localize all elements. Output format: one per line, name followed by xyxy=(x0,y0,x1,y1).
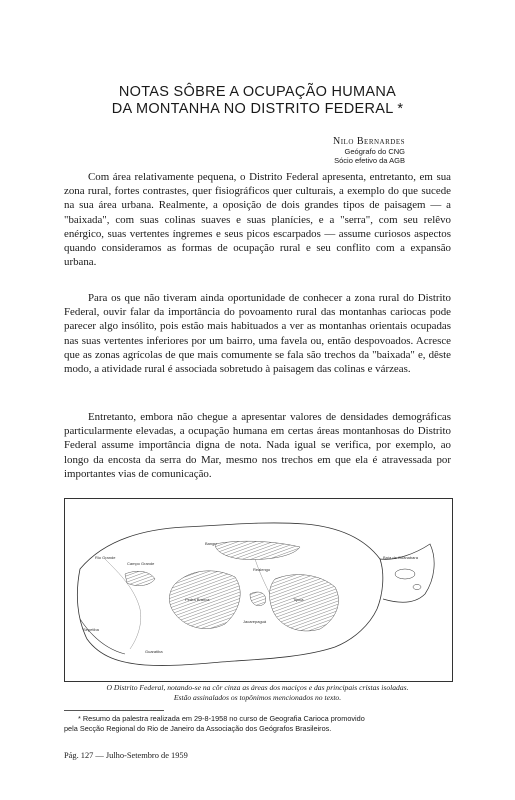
article-title xyxy=(70,84,445,118)
map-label: Campo Grande xyxy=(127,561,155,566)
paragraph-text: Com área relativamente pequena, o Distrito Federal apresenta, entretanto, em sua zona rural, fortes contrastes, quer fisiográficos quer culturais, a exemplo do que sucede na sua área urbana. Realmente, a oposição de dois grandes tipos de paisagem — a "baixada", com suas colinas suaves e suas planícies, e a "serra", com seu relêvo enérgico, suas vertentes íngremes e seus picos escarpados — assume curiosos aspectos quando consideramos as formas de ocupação rural e seu conflito com a expansão urbana. xyxy=(64,171,451,269)
map-label: Tijuca xyxy=(293,597,304,602)
map-drawing xyxy=(65,499,452,681)
footnote xyxy=(64,714,451,733)
author-block xyxy=(333,136,405,165)
crest-isolated-2 xyxy=(250,592,266,606)
map-label: Sepetiba xyxy=(83,627,99,632)
island-small xyxy=(413,585,421,590)
island-governador xyxy=(395,569,415,579)
footnote-line-1: * Resumo da palestra realizada em 29-8-1958 no curso de Geografia Carioca promovido xyxy=(78,714,365,723)
massif-tijuca xyxy=(269,575,338,631)
title-line-2: DA MONTANHA NO DISTRITO FEDERAL * xyxy=(111,101,404,117)
paragraph-text: Entretanto, embora não chegue a apresentar valores de densidades demográficas particularmente elevadas, a ocupação humana em certas áreas montanhosas do Distrito Federal assume importância digna de nota. Nada igual se verifica, por exemplo, ao longo da encosta da serra do Mar, mesmo nos trechos em que ela é atravessada por importantes vias de comunicação. xyxy=(64,411,451,480)
map-label: Rio Grande xyxy=(95,555,116,560)
author-name: Nilo Bernardes xyxy=(332,136,405,147)
footnote-divider xyxy=(64,710,164,711)
distrito-federal-map xyxy=(64,498,453,682)
author-role-2: Sócio efetivo da AGB xyxy=(334,156,405,165)
map-label: Realengo xyxy=(253,567,271,572)
map-label: Baía de Guanabara xyxy=(383,555,418,560)
caption-line-1: O Distrito Federal, notando-se na côr cinza as áreas dos maciços e das principais cristas isoladas. xyxy=(106,683,409,692)
page-number-footer: Pág. 127 — Julho-Setembro de 1959 xyxy=(64,751,188,760)
body-paragraph-2 xyxy=(64,291,451,376)
body-paragraph-3 xyxy=(64,410,451,481)
massif-gericino xyxy=(215,541,300,559)
sepetiba-outline xyxy=(80,619,125,654)
figure-caption xyxy=(64,683,451,702)
map-label: Guaratiba xyxy=(145,649,163,654)
river-2 xyxy=(255,559,270,594)
map-label: Jacarepaguá xyxy=(243,619,267,624)
footnote-line-2: pela Secção Regional do Rio de Janeiro da Associação dos Geógrafos Brasileiros. xyxy=(64,723,332,733)
paragraph-text: Para os que não tiveram ainda oportunidade de conhecer a zona rural do Distrito Federal, ouvir falar da importância do povoamento rural das montanhas cariocas pode parecer algo insólito, pois estão mais habituados a ver as montanhas orientais ocupadas nas suas vertentes inferiores por um bairro, uma favela ou, então despovoados. Acresce que as zonas agrícolas de que mais comumente se fala são trechos da "baixada" e, dêste modo, a atividade rural é associada sobretudo à paisagem das colinas e várzeas. xyxy=(64,292,451,376)
caption-line-2: Estão assinalados os topônimos mencionados no texto. xyxy=(173,692,342,702)
title-line-1: NOTAS SÔBRE A OCUPAÇÃO HUMANA xyxy=(118,84,397,100)
crest-isolated-1 xyxy=(125,571,155,585)
bay-outline xyxy=(380,544,434,602)
map-label: Pedra Branca xyxy=(185,597,210,602)
map-label: Bangu xyxy=(205,541,217,546)
author-role-1: Geógrafo do CNG xyxy=(344,147,405,156)
body-paragraph-1 xyxy=(64,170,451,269)
